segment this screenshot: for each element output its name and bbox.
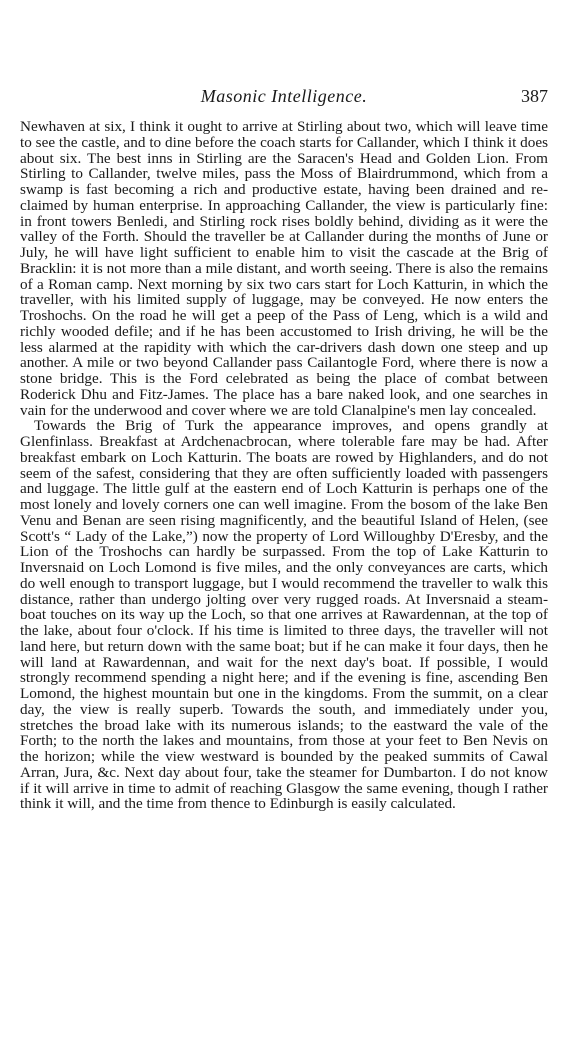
paragraph: Newhaven at six, I think it ought to arrive at Stirling about two, which will leave time to see the castle, and to dine before the coach starts for Callander, which I think it does about six. The best inns in Stirling are the Saracen's Head and Golden Lion. From Stirling to Callander, twelve miles, pass the Moss of Blairdrummond, which from a swamp is fast becoming a rich and productive estate, having been drained and re-claimed by human enterprise. In approaching Callander, the view is particularly fine: in front towers Benledi, and Stirling rock rises boldly behind, dividing as it were the valley of the Forth. Should the traveller be at Callander during the months of June or July, he will have light sufficient to enable him to visit the cascade at the Brig of Bracklin: it is not more than a mile distant, and worth seeing. There is also the remains of a Roman camp. Next morning by six two cars start for Loch Katturin, in which the traveller, with his limited supply of luggage, may be conveyed. He now enters the Troshochs. On the road he will get a peep of the Pass of Leng, which is a wild and richly wooded defile; and if he has been accustomed to Irish driving, he will be the less alarmed at the rapidity with which the car-drivers dash down one steep and up another. A mile or two beyond Callander pass Cailantogle Ford, where there is now a stone bridge. This is the Ford celebrated as being the place of combat between Roderick Dhu and Fitz-James. The place has a bare naked look, and one searches in vain for the underwood and cover where we are told Clanalpine's men lay concealed.: [20, 118, 548, 419]
paragraph: Towards the Brig of Turk the appearance improves, and opens grandly at Glenfinlass. Breakfast at Ardchenacbrocan, where tolerable fare may be had. After breakfast embark on Loch Katturin. The boats are rowed by Highlanders, and do not seem of the safest, considering that they are often sufficiently loaded with passengers and luggage. The little gulf at the eastern end of Loch Katturin is perhaps one of the most lonely and lovely corners one can well imagine. From the bosom of the lake Ben Venu and Benan are seen rising magnificently, and the beautiful Island of Helen, (see Scott's “ Lady of the Lake,”) now the property of Lord Willoughby D'Eresby, and the Lion of the Troshochs can hardly be surpassed. From the top of Lake Katturin to Inversnaid on Loch Lomond is five miles, and the only conveyances are carts, which do well enough to transport luggage, but I would recommend the traveller to walk this distance, rather than undergo jolting over very rugged roads. At Inversnaid a steam-boat touches on its way up the Loch, so that one arrives at Rawardennan, at the top of the lake, about four o'clock. If his time is limited to three days, the traveller will not land here, but return down with the same boat; but if he can make it four days, then he will land at Rawardennan, and wait for the next day's boat. If possible, I would strongly recommend spending a night here; and if the evening is fine, ascending Ben Lomond, the highest mountain but one in the kingdoms. From the summit, on a clear day, the view is really superb. Towards the south, and immediately under you, stretches the broad lake with its numerous islands; to the eastward the vale of the Forth; to the north the lakes and mountains, from those at your feet to Ben Nevis on the horizon; while the view westward is bounded by the peaked summits of Cawal Arran, Jura, &c. Next day about four, take the steamer for Dumbarton. I do not know if it will arrive in time to admit of reaching Glasgow the same evening, though I rather think it will, and the time from thence to Edinburgh is easily calculated.: [20, 417, 548, 813]
page-number: 387: [521, 86, 548, 106]
page-header: [20, 86, 548, 110]
article-body: [20, 119, 548, 812]
running-title: Masonic Intelligence.: [200, 86, 368, 106]
